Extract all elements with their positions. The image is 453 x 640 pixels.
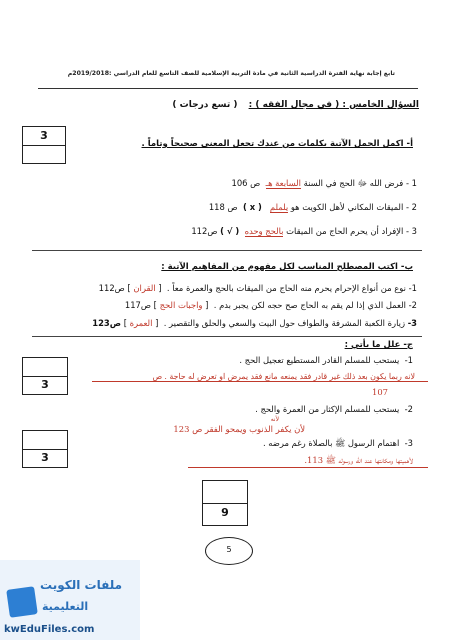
section-a-item-3 <box>191 226 417 236</box>
item-page: ص 118 <box>208 202 238 212</box>
item-number: 3- <box>407 318 417 328</box>
watermark-subtitle: التعليمية <box>42 600 89 613</box>
item-number: 2- <box>408 300 417 310</box>
item-page: ص 106 <box>231 178 261 188</box>
item-page: ص117 <box>124 300 152 310</box>
section-c-item-1 <box>239 355 413 365</box>
item-page: ص112 <box>98 283 125 293</box>
section-b-item-1: 1- نوع من أنواع الإحرام يحرم منه الحاج من الميقات بالحج والعمرة معاً . [ القران ] ص112 <box>98 283 417 293</box>
item-text: العمل الذي إذا لم يقم به الحاج صح حجه لكن يجبر بدم . <box>213 300 406 310</box>
item-number: 3 - <box>405 226 417 236</box>
section-a-item-2 <box>209 202 417 212</box>
section-a-item-1 <box>232 178 418 191</box>
section-a-title: أ- اكمل الجمل الآتية بكلمات من عندك تجعل المعنى صحيحاً وتاماً . <box>141 139 413 149</box>
question5-grade: ( تسع درجات ) <box>172 100 238 110</box>
section-a-score-box <box>22 126 66 164</box>
section-a-score: 3 <box>40 129 48 142</box>
section-c-score-box-1 <box>22 357 68 395</box>
section-c-item-2 <box>255 404 413 414</box>
answer-underline <box>92 381 428 382</box>
item-number: 2- <box>404 404 413 414</box>
item-number: 3- <box>404 438 413 448</box>
item-text: اهتمام الرسول ﷺ بالصلاة رغم مرضه . <box>262 438 400 448</box>
page-number-circle <box>205 537 253 565</box>
section-c-answer-1: لانه ربما يكون بعد ذلك غير قادر فقد يمنعه مانع فقد يمرض او تعرض له حاجة . ص <box>152 372 415 381</box>
item-mark: ( x ) <box>242 202 262 212</box>
item-number: 2 - <box>405 202 417 212</box>
item-answer: السابعة هـ <box>265 178 301 188</box>
section-divider <box>32 336 422 337</box>
section-b-item-2: 2- العمل الذي إذا لم يقم به الحاج صح حجه لكن يجبر بدم . [ واجبات الحج ] ص117 <box>124 300 417 310</box>
section-c-answer-2-note: لأنه <box>270 416 279 423</box>
section-c-item-3 <box>263 438 413 451</box>
question5-heading <box>172 100 419 110</box>
section-divider <box>32 250 422 251</box>
item-page: ص123 <box>92 318 122 328</box>
section-c-answer-1-page: 107 <box>372 387 388 397</box>
item-mark: ( √ ) <box>220 226 240 236</box>
section-c-score-1: 3 <box>41 378 49 391</box>
section-b-title: ب- اكتب المصطلح المناسب لكل مفهوم من المفاهيم الآتية : <box>161 262 413 272</box>
item-number: 1- <box>404 355 413 365</box>
item-number: 1 - <box>405 178 417 188</box>
question5-title: السؤال الخامس : ( في مجال الفقه ) : <box>248 100 419 110</box>
item-text: فرض الله ﷻ الحج في السنة <box>303 178 404 188</box>
section-c-title: ج- علل ما يأتي : <box>344 340 413 350</box>
item-page: ص112 <box>191 226 218 236</box>
item-text: زيارة الكعبة المشرفة والطواف حول البيت والسعي والحلق والتقصير . <box>163 318 406 328</box>
section-b-item-3: 3- زيارة الكعبة المشرفة والطواف حول البيت والسعي والحلق والتقصير . [ العمرة ] ص123 <box>92 318 417 328</box>
section-c-score-2: 3 <box>41 451 49 464</box>
item-answer: بالحج وحده <box>244 226 284 236</box>
page-number: 5 <box>226 545 232 554</box>
section-c-answer-3: لأهميتها ومكانتها عند الله ورسوله ﷺ 113. <box>304 455 413 465</box>
item-text: نوع من أنواع الإحرام يحرم منه الحاج من الميقات بالحج والعمرة معاً . <box>166 283 406 293</box>
total-score-box <box>202 480 248 526</box>
item-text: الميقات المكاني لأهل الكويت هو <box>290 202 404 212</box>
header-divider <box>38 88 418 89</box>
item-answer: العمرة <box>129 318 153 328</box>
item-answer: القران <box>133 283 156 293</box>
document-header: تابع إجابة نهاية الفترة الدراسية الثانية في مادة التربية الإسلامية للصف التاسع للعام الدراسي :2019/2018م <box>67 70 395 77</box>
item-answer: يلملم <box>269 202 289 212</box>
watermark-title: ملفات الكويت <box>40 578 123 592</box>
item-text: يستحب للمسلم الإكثار من العمرة والحج . <box>255 404 400 414</box>
watermark-logo-icon <box>6 586 38 618</box>
section-c-score-box-2 <box>22 430 68 468</box>
section-c-answer-2: لأن يكفر الذنوب ويمحو الفقر ص 123 <box>173 424 305 434</box>
item-answer: واجبات الحج <box>159 300 203 310</box>
item-text: يستحب للمسلم القادر المستطيع تعجيل الحج . <box>239 355 400 365</box>
item-number: 1- <box>408 283 417 293</box>
answer-underline <box>188 467 428 468</box>
item-text: الإفراد أن يحرم الحاج من الميقات <box>286 226 404 236</box>
total-score: 9 <box>221 506 229 519</box>
watermark-url: kwEduFiles.com <box>4 624 95 635</box>
